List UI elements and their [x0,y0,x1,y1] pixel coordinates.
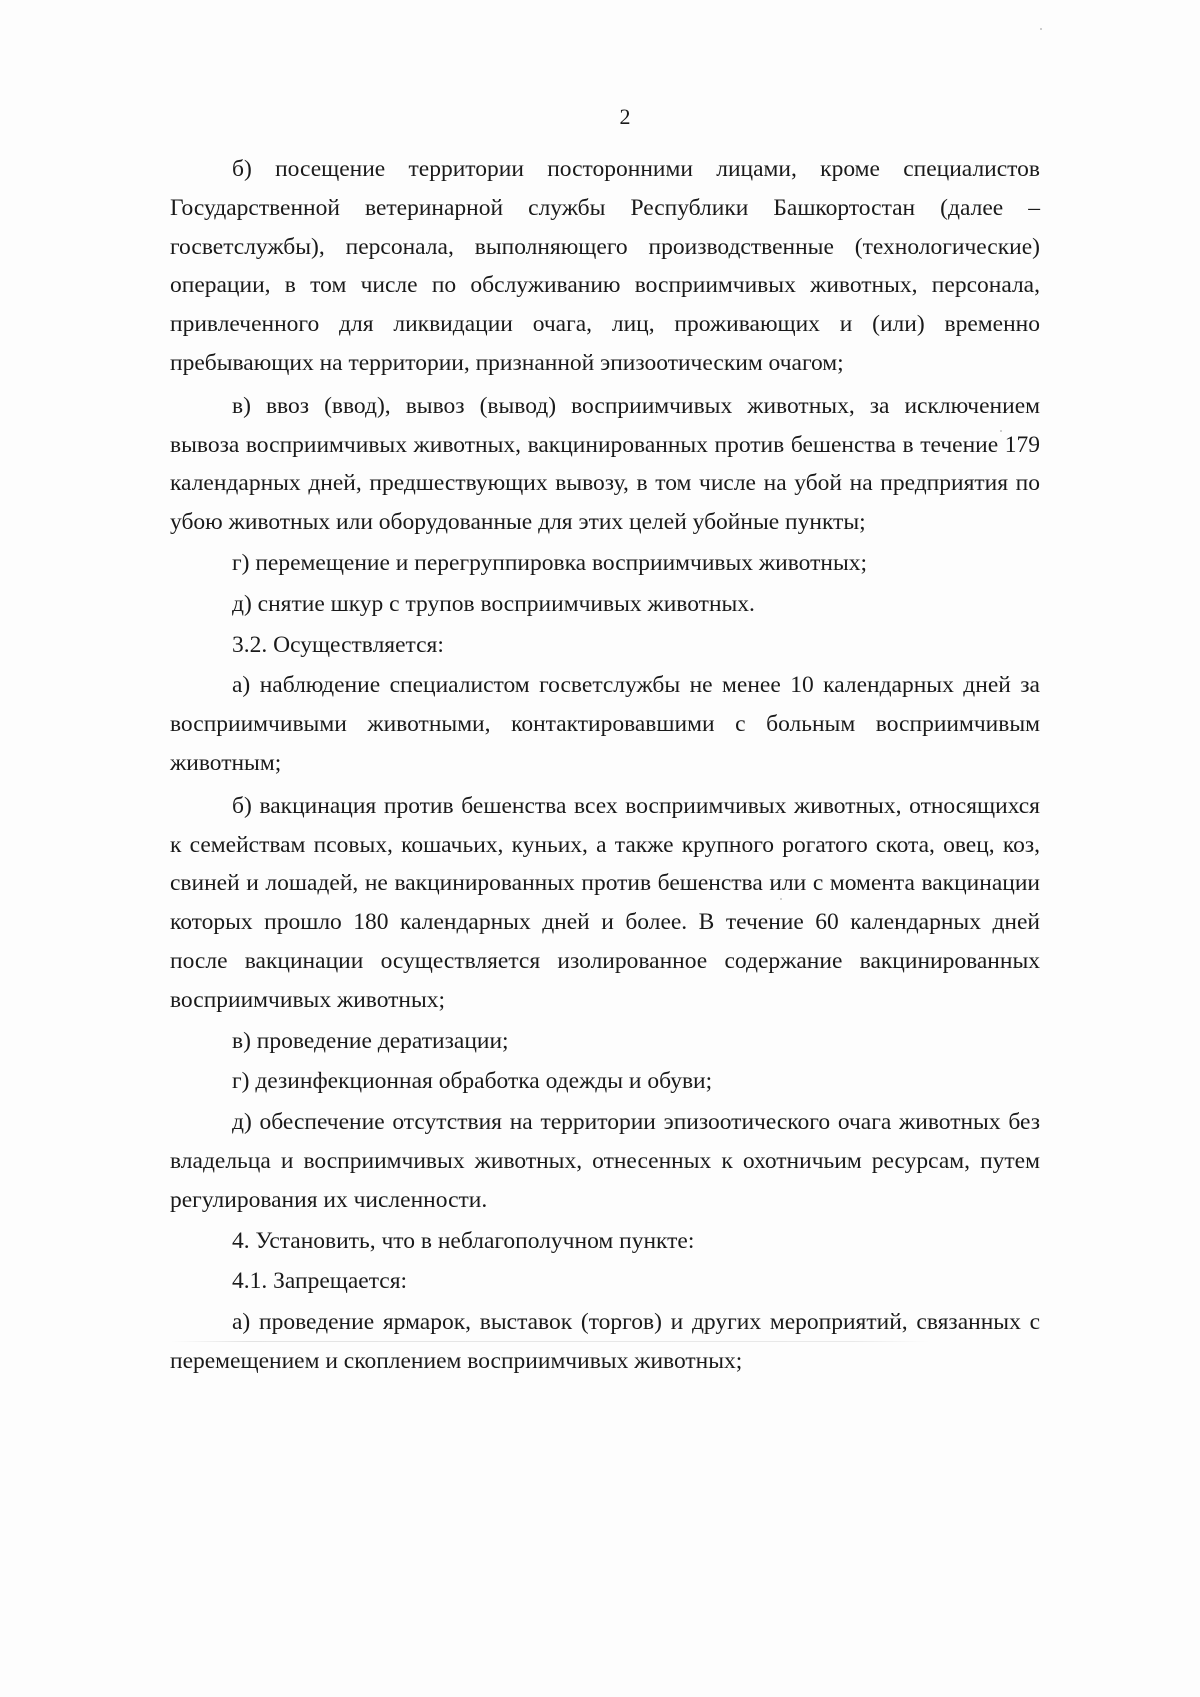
scan-speck [1000,430,1002,432]
paragraph-item-g-movement: г) перемещение и перегруппировка восприимчивых животных; [232,549,868,576]
section-heading-3-2: 3.2. Осуществляется: [232,631,444,658]
paragraph-item-v-deratization: в) проведение дератизации; [232,1027,509,1054]
paragraph-item-d-stray-animals: д) обеспечение отсутствия на территории эпизоотического очага животных без владельца и восприимчивых животных, отнесенных к охотничьим ресурсам, путем регулирования их численности. [170,1109,1040,1213]
paragraph-item-g-disinfection: г) дезинфекционная обработка одежды и обуви; [232,1068,713,1095]
paragraph-item-b-visit: б) посещение территории посторонними лицами, кроме специалистов Государственной ветеринарной службы Республики Башкортостан (далее – госветслужбы), персонала, выполняющего производственные (технологические) операции, в том числе по обслуживанию восприимчивых животных, персонала, привлеченного для ликвидации очага, лиц, проживающих и (или) временно пребывающих на территории, признанной эпизоотическим очагом; [170,156,1040,376]
page-number: 2 [619,104,631,129]
paragraph-item-v-import: в) ввоз (ввод), вывоз (вывод) восприимчивых животных, за исключением вывоза восприимчивых животных, вакцинированных против бешенства в течение 179 календарных дней, предшествующих вывозу, в том числе на убой на предприятия по убою животных или оборудованные для этих целей убойные пункты; [170,392,1040,536]
paragraph-item-b-vaccination: б) вакцинация против бешенства всех восприимчивых животных, относящихся к семействам псовых, кошачьих, куньих, а также крупного рогатого скота, овец, коз, свиней и лошадей, не вакцинированных против бешенства или с момента вакцинации которых прошло 180 календарных дней и более. В течение 60 календарных дней после вакцинации осуществляется изолированное содержание вакцинированных восприимчивых животных; [170,792,1040,1013]
paragraph-item-a-fairs: а) проведение ярмарок, выставок (торгов) и других мероприятий, связанных с перемещением и скоплением восприимчивых животных; [170,1309,1040,1374]
scan-artifact-line [170,1341,930,1342]
paragraph-item-a-observation: а) наблюдение специалистом госветслужбы не менее 10 календарных дней за восприимчивыми животными, контактировавшими с больным восприимчивым животным; [170,672,1040,776]
section-heading-4-1: 4.1. Запрещается: [232,1268,408,1295]
scan-speck [1040,28,1042,30]
scan-speck [780,898,782,900]
section-heading-4: 4. Установить, что в неблагополучном пункте: [232,1227,695,1254]
document-body [170,150,1040,1381]
paragraph-item-d-skins: д) снятие шкур с трупов восприимчивых животных. [232,590,755,617]
